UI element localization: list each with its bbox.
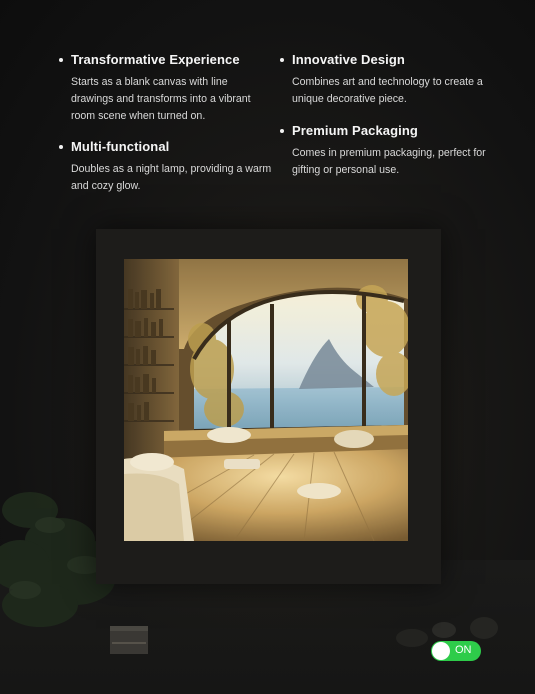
feature-item xyxy=(278,123,493,179)
feature-title: Transformative Experience xyxy=(71,52,240,67)
bullet-icon xyxy=(59,58,63,62)
bullet-icon xyxy=(280,129,284,133)
room-scene-artwork xyxy=(124,259,408,541)
feature-title: Premium Packaging xyxy=(292,123,418,138)
feature-list xyxy=(0,0,535,210)
feature-title: Multi-functional xyxy=(71,139,170,154)
power-toggle[interactable] xyxy=(431,641,481,661)
feature-description: Comes in premium packaging, perfect for gifting or personal use. xyxy=(292,147,486,176)
feature-item xyxy=(278,52,493,108)
toggle-label: ON xyxy=(455,644,472,656)
bullet-icon xyxy=(59,145,63,149)
feature-title: Innovative Design xyxy=(292,52,405,67)
feature-item xyxy=(57,52,272,125)
feature-description: Combines art and technology to create a unique decorative piece. xyxy=(292,76,483,105)
light-painting xyxy=(96,229,441,584)
feature-description: Starts as a blank canvas with line drawings and transforms into a vibrant room scene when turned on. xyxy=(71,76,251,122)
feature-description: Doubles as a night lamp, providing a warm and cozy glow. xyxy=(71,163,272,192)
picture-frame xyxy=(96,229,441,584)
bullet-icon xyxy=(280,58,284,62)
toggle-knob xyxy=(432,642,450,660)
feature-item xyxy=(57,139,272,195)
